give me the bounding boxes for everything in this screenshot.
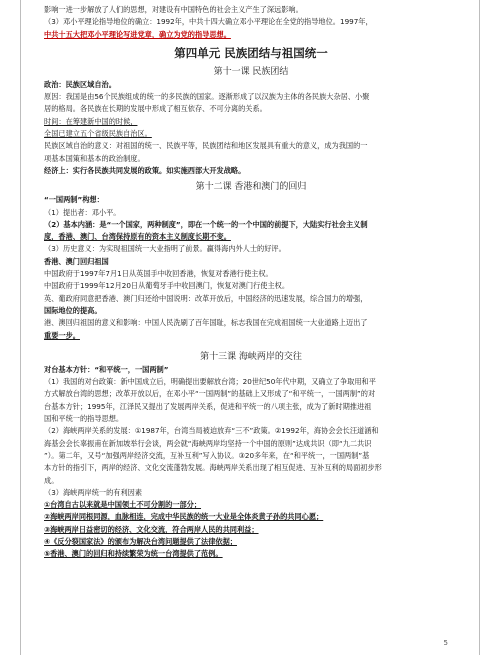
text-line: （2）海峡两岸关系的发展：①1987年，台湾当局被迫放弃“三不”政策。②1992年，海协会会长汪道涵和: [44, 426, 379, 436]
text-line: ②海峡两岸同根同源，血脉相连，完成中华民族的统一大业是全体炎黄子孙的共同心愿；: [44, 512, 324, 522]
text-line: “一国两制”构想：: [44, 195, 104, 205]
text-line: 成。: [44, 475, 59, 485]
lesson-11-title: 第十一课 民族团结: [213, 66, 289, 77]
text-line: 中国政府于1997年7月1日从英国手中收回香港，恢复对香港行使主权。: [44, 269, 273, 279]
left-margin-rule: [20, 0, 21, 655]
lesson-12-title: 第十二课 香港和澳门的回归: [195, 182, 307, 193]
lesson-13-title: 第十三课 海峡两岸的交往: [200, 351, 302, 362]
text-line: 国际地位的提高。: [44, 305, 102, 315]
text-line: 经济上：实行各民族共同发展的政策。如实施西部大开发战略。: [44, 165, 246, 175]
text-line: 政治：民族区域自治。: [44, 79, 116, 89]
text-line: 方式解放台湾的思想；改革开放以后，在邓小平“一国两制”的基础上又形成了“和平统一，一国两制”的对: [44, 389, 376, 399]
text-line: 中国政府于1999年12月20日从葡萄牙手中收回澳门，恢复对澳门行使主权。: [44, 281, 290, 291]
text-line: 香港、澳门回归祖国: [44, 256, 109, 266]
text-line: 居的格局。各民族在长期的发展中形成了相互依存、不可分离的关系。: [44, 104, 267, 114]
text-line: 项基本国策和基本的政治制度。: [44, 153, 145, 163]
text-line: ⑤香港、澳门的回归和持续繁荣为统一台湾提供了范例。: [44, 549, 223, 559]
text-line: （1）我国的对台政策：新中国成立后，明确提出要解放台湾；20世纪50年代中期，又确立了争取用和平: [44, 377, 376, 387]
text-line: 影响一进一步解放了人们的思想，对建设有中国特色的社会主义产生了深远影响。: [44, 5, 303, 14]
text-line: 原因：我国是由56个民族组成的统一的多民族的国家。逐渐形成了以汉族为主体的各民族大杂居、小聚: [44, 92, 370, 102]
unit-title: 第四单元 民族团结与祖国统一: [174, 45, 328, 60]
text-line: 重要一步。: [44, 330, 80, 340]
text-line: ”）。第二年，又号“加强两岸经济交流，互补互利”写入协议。③20多年来，在“和平统一，一国两制”基: [44, 450, 370, 460]
page-number: 5: [443, 639, 448, 647]
text-line: （3）海峡两岸统一的有利因素: [44, 487, 143, 497]
text-line: 港、澳回归祖国的意义和影响：中国人民洗刷了百年国耻，标志我国在完成祖国统一大业道路上迈出了: [44, 318, 368, 328]
text-line: （3）历史意义：为实现祖国统一大业指明了前景。赢得海内外人士的好评。: [44, 244, 286, 254]
text-line: ④《反分裂国家法》的颁布为解决台湾问题提供了法律依据；: [44, 536, 237, 546]
text-line: 国和平统一的指导思想。: [44, 414, 124, 424]
text-line: （1）提出者：邓小平。: [44, 207, 121, 217]
right-margin-rule: [479, 0, 480, 655]
text-line: 时间：在筹建新中国的时候，: [44, 116, 138, 126]
text-line: 海基会会长辜振甫在新加坡举行会谈，两会就“海峡两岸均坚持一个中国的原则”达成共识（即“九二共识: [44, 438, 372, 448]
text-line: 英、葡政府同意把香港、澳门归还给中国说明：改革开放后，中国经济的迅速发展，综合国力的增强，: [44, 293, 368, 303]
text-line: 台基本方针；1995年，江泽民又提出了发展两岸关系，促进和平统一的八项主张，成为了新时期推进祖: [44, 401, 372, 411]
text-line: 中共十五大把邓小平理论写进党章，确立为党的指导思想。: [44, 29, 231, 39]
text-line: ①台湾自古以来就是中国领土不可分割的一部分；: [44, 500, 202, 510]
text-line: 本方针的指引下，两岸的经济、文化交流蓬勃发展。海峡两岸关系出现了相互促进、互补互利的局面初步形: [44, 463, 382, 473]
page-content: [44, 4, 458, 561]
text-line: 民族区域自治的意义：对祖国的统一、民族平等，民族团结和地区发展具有重大的意义，成为我国的一: [44, 141, 368, 151]
text-line: （2）基本内涵：是“一个国家，两种制度”，即在一个统一的一个中国的前提下，大陆实行社会主义制: [44, 219, 368, 229]
text-line: （3）邓小平理论指导地位的确立：1992年，中共十四大确立邓小平理论在全党的指导地位。1997年，: [44, 17, 373, 27]
text-line: 全国已建立五个省级民族自治区。: [44, 129, 152, 139]
text-line: 对台基本方针：“和平统一，一国两制”: [44, 364, 169, 374]
text-line: ③海峡两岸日益密切的经济、文化交流，符合两岸人民的共同利益；: [44, 524, 259, 534]
text-line: 度，香港、澳门、台湾保持原有的资本主义制度长期不变。: [44, 232, 231, 242]
